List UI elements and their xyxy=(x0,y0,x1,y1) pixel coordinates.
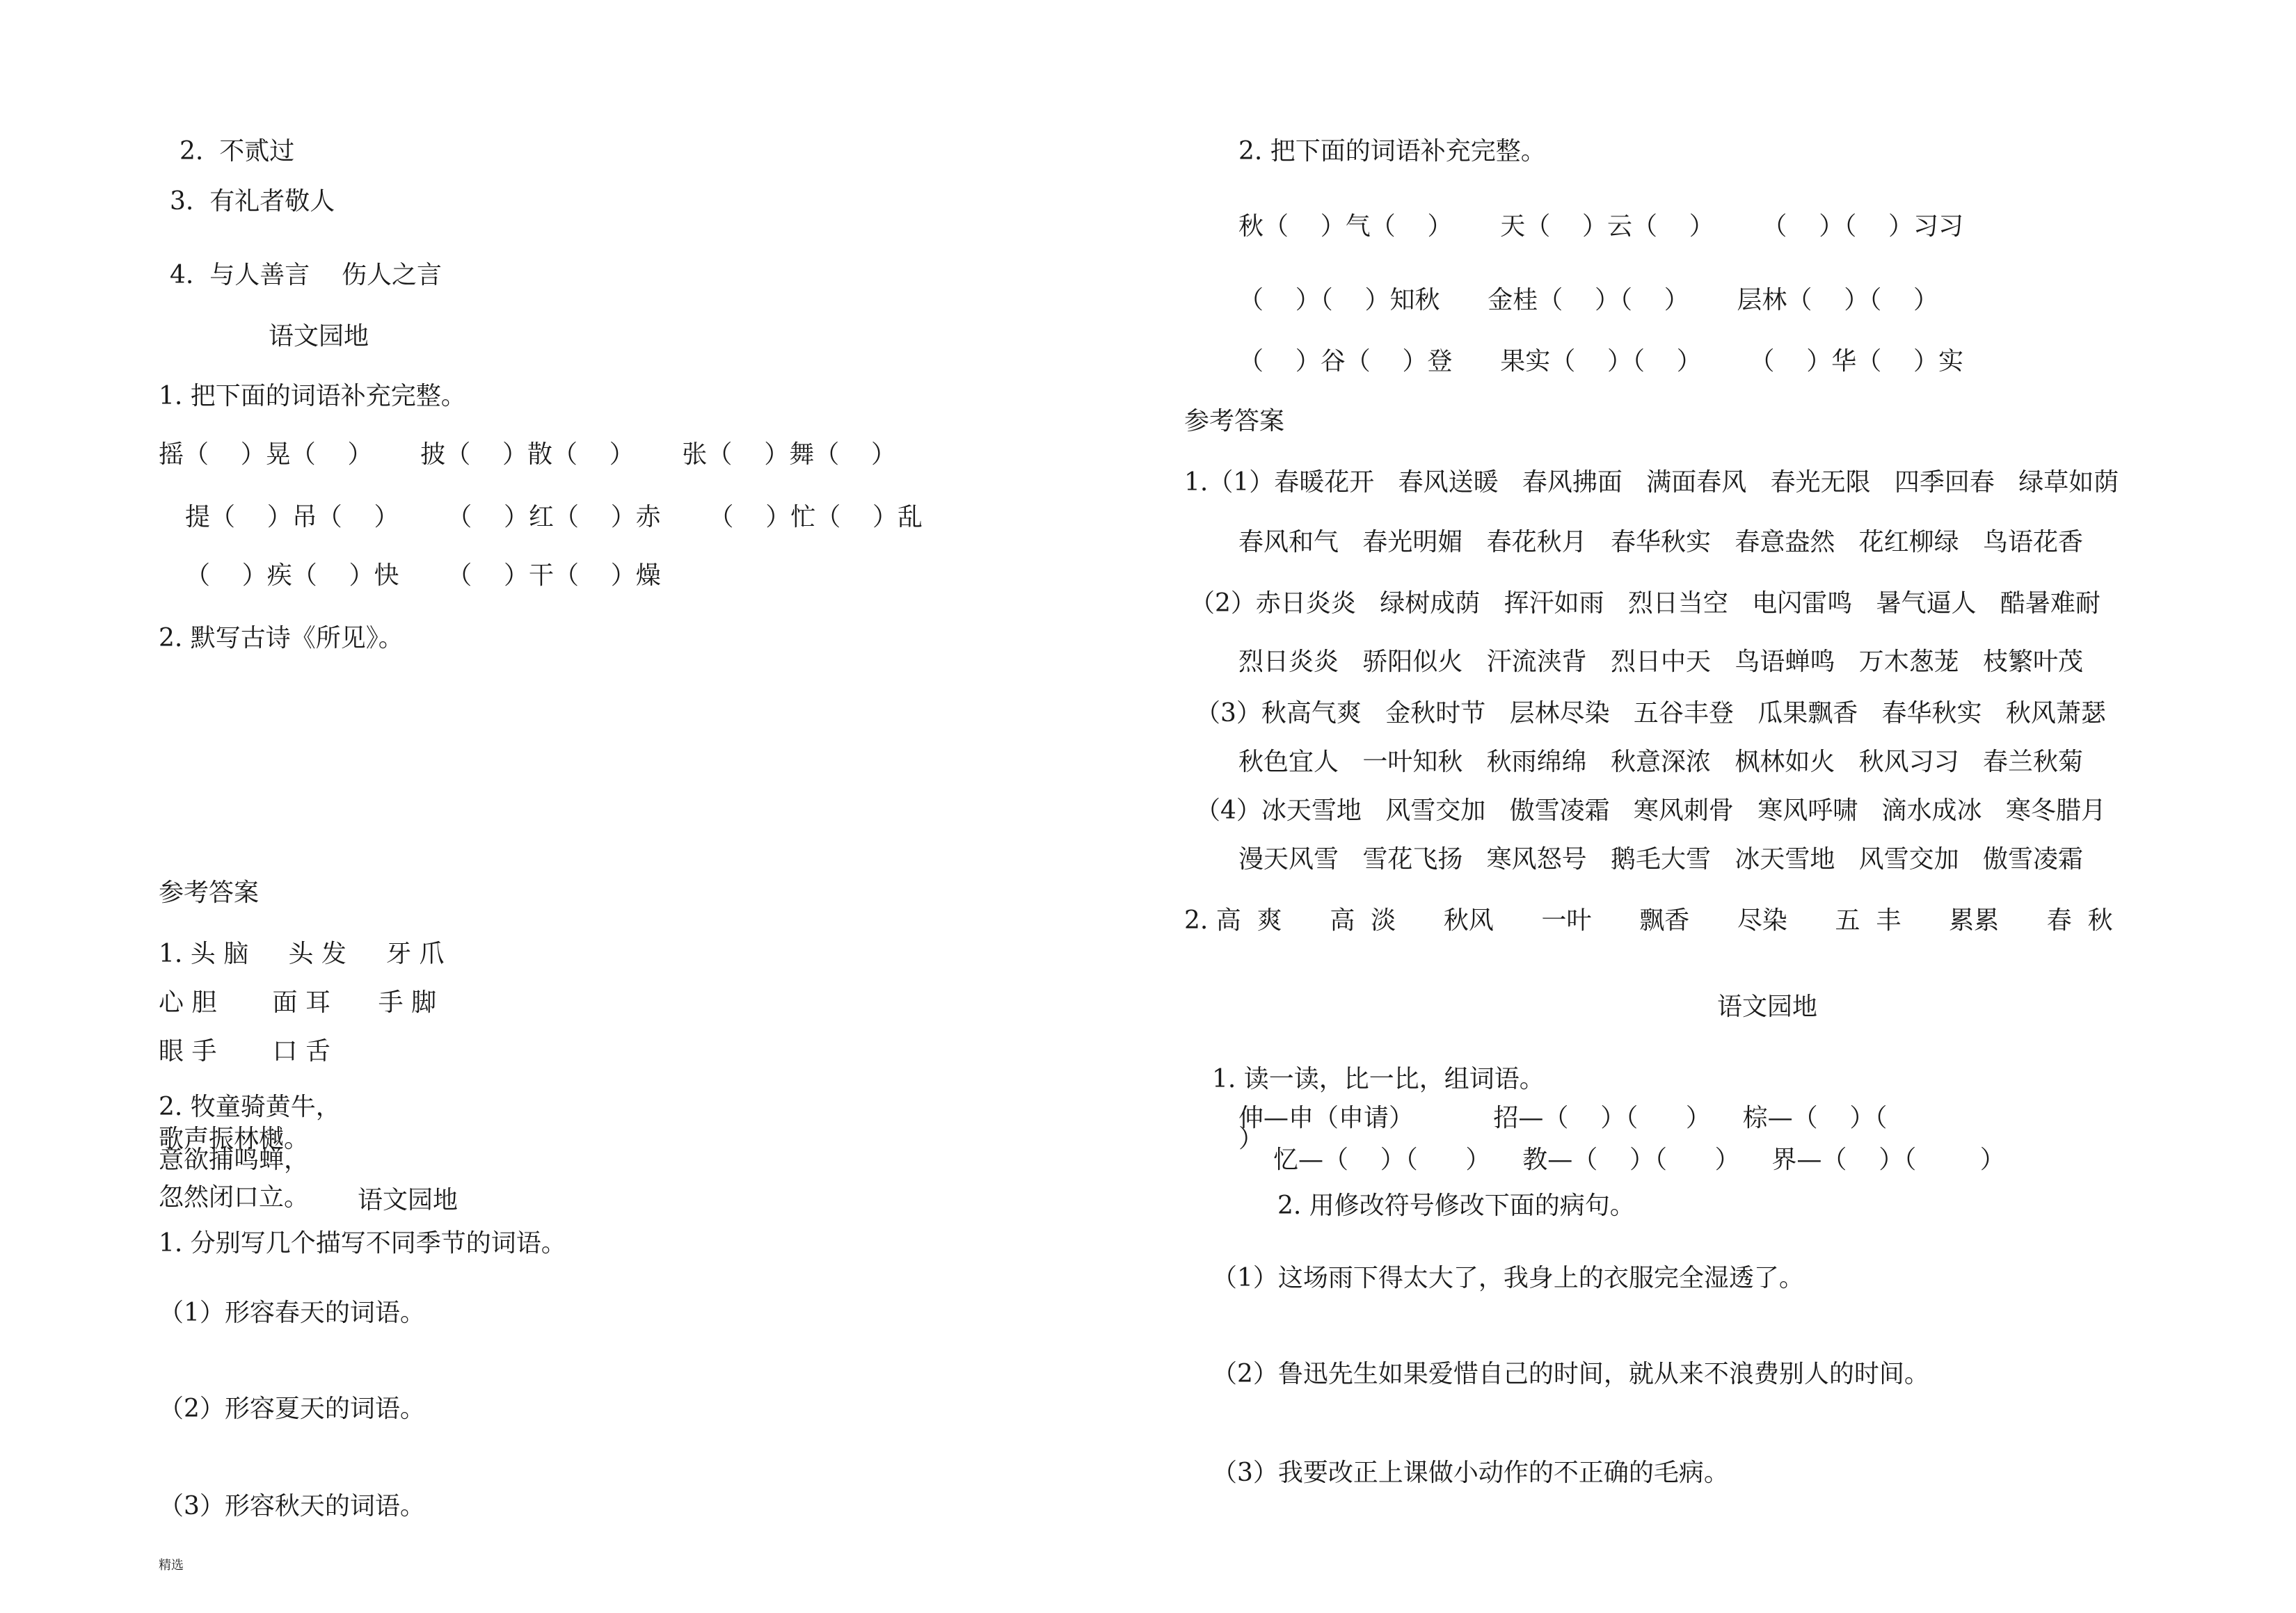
answer-line-3: （2）赤日炎炎 绿树成荫 挥汗如雨 烈日当空 电闪雷鸣 暑气逼人 酷暑难耐 xyxy=(1190,589,2100,618)
poem-line-4: 忽然闭口立。 xyxy=(159,1183,310,1212)
section-heading-2: 语文园地 xyxy=(358,1186,459,1214)
left-question-3: 1. 分别写几个描写不同季节的词语。 xyxy=(159,1229,566,1258)
left-item-4: 4. 与人善言 伤人之言 xyxy=(170,261,443,289)
right-section-heading: 语文园地 xyxy=(1717,993,1818,1021)
poem-line-1: 2. 牧童骑黄牛， xyxy=(159,1093,341,1121)
sentence-2: （2）鲁迅先生如果爱惜自己的时间，就从来不浪费别人的时间。 xyxy=(1212,1360,1929,1388)
sentence-3: （3）我要改正上课做小动作的不正确的毛病。 xyxy=(1212,1459,1729,1487)
right-answers-heading: 参考答案 xyxy=(1184,407,1285,435)
left-item-3: 3. 有礼者敬人 xyxy=(170,187,335,216)
left-answer-row-3: 眼 手 口 舌 xyxy=(159,1037,330,1066)
right-question-3: 2. 用修改符号修改下面的病句。 xyxy=(1277,1191,1635,1220)
answer-line-7: （4）冰天雪地 风雪交加 傲雪凌霜 寒风刺骨 寒风呼啸 滴水成冰 寒冬腊月 xyxy=(1195,796,2106,825)
left-answer-row-1: 1. 头 脑 头 发 牙 爪 xyxy=(159,940,445,968)
right-fill-row-1: 秋（ ）气（ ） 天（ ）云（ ） （ ）（ ）习习 xyxy=(1238,212,1963,241)
right-question-1: 1. 读一读，比一比，组词语。 xyxy=(1212,1065,1545,1093)
read-row-2: 忆—（ ）（ ） 教—（ ）（ ） 界—（ ）（ ） xyxy=(1273,1146,2005,1174)
left-fill-row-1: 摇（ ）晃（ ） 披（ ）散（ ） 张（ ）舞（ ） xyxy=(159,440,896,469)
left-item-2: 2. 不贰过 xyxy=(180,137,295,166)
right-fill-row-2: （ ）（ ）知秋 金桂（ ）（ ） 层林（ ）（ ） xyxy=(1238,286,1938,314)
left-fill-row-3: （ ）疾（ ）快 （ ）干（ ）燥 xyxy=(185,561,661,590)
left-subq-2: （2）形容夏天的词语。 xyxy=(159,1395,425,1423)
answer-line-9: 2. 高 爽 高 淡 秋风 一叶 飘香 尽染 五 丰 累累 春 秋 xyxy=(1184,906,2113,935)
left-answers-heading: 参考答案 xyxy=(159,878,260,907)
sentence-1: （1）这场雨下得太大了，我身上的衣服完全湿透了。 xyxy=(1212,1264,1804,1292)
right-page xyxy=(1148,0,2296,1613)
answer-line-2: 春风和气 春光明媚 春花秋月 春华秋实 春意盎然 花红柳绿 鸟语花香 xyxy=(1238,528,2083,556)
left-subq-1: （1）形容春天的词语。 xyxy=(159,1299,425,1327)
right-fill-row-3: （ ）谷（ ）登 果实（ ）（ ） （ ）华（ ）实 xyxy=(1238,347,1963,376)
answer-line-1: 1.（1）春暖花开 春风送暖 春风拂面 满面春风 春光无限 四季回春 绿草如荫 xyxy=(1184,468,2119,497)
answer-line-5: （3）秋高气爽 金秋时节 层林尽染 五谷丰登 瓜果飘香 春华秋实 秋风萧瑟 xyxy=(1195,699,2106,728)
poem-line-2: 歌声振林樾。 xyxy=(159,1125,310,1153)
right-question-2: 2. 把下面的词语补充完整。 xyxy=(1238,137,1546,166)
read-row-1: 伸—申（申请） 招—（ ）（ ） 棕—（ ）（ xyxy=(1238,1104,1888,1132)
answer-line-6: 秋色宜人 一叶知秋 秋雨绵绵 秋意深浓 枫林如火 秋风习习 春兰秋菊 xyxy=(1238,748,2083,776)
left-subq-3: （3）形容秋天的词语。 xyxy=(159,1492,425,1520)
section-heading-1: 语文园地 xyxy=(269,322,369,351)
left-question-2: 2. 默写古诗《所见》。 xyxy=(159,624,404,652)
footer-label: 精选 xyxy=(159,1558,184,1573)
read-row-1-wrap: ） xyxy=(1238,1125,1264,1153)
answer-line-4: 烈日炎炎 骄阳似火 汗流浃背 烈日中天 鸟语蝉鸣 万木葱茏 枝繁叶茂 xyxy=(1238,648,2083,676)
answer-line-8: 漫天风雪 雪花飞扬 寒风怒号 鹅毛大雪 冰天雪地 风雪交加 傲雪凌霜 xyxy=(1238,845,2083,874)
left-question-1: 1. 把下面的词语补充完整。 xyxy=(159,382,466,410)
poem-line-3: 意欲捕鸣蝉， xyxy=(159,1146,310,1174)
left-answer-row-2: 心 胆 面 耳 手 脚 xyxy=(159,988,437,1017)
left-fill-row-2: 提（ ）吊（ ） （ ）红（ ）赤 （ ）忙（ ）乱 xyxy=(185,503,923,531)
